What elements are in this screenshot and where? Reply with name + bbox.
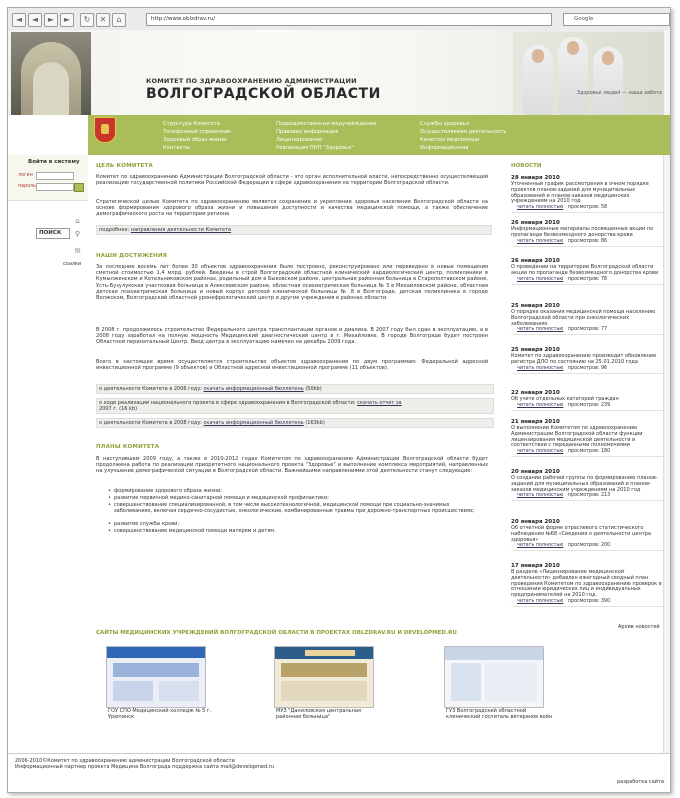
read-more-link[interactable]: читать полностью xyxy=(517,327,564,333)
menu-column-2 xyxy=(276,120,376,152)
news-date: 28 января 2010 xyxy=(511,175,560,181)
site-caption[interactable]: ГУЗ Волгоградский областной клинический госпиталь ветеранов войн xyxy=(446,708,553,720)
read-more-link[interactable]: читать полностью xyxy=(517,449,564,455)
news-item xyxy=(511,519,663,551)
views-label: просмотров: xyxy=(567,598,601,604)
views-label: просмотров: xyxy=(567,402,601,408)
site-caption[interactable]: МУЗ "Даниловская центральная районная больница" xyxy=(276,708,361,720)
views-count: 390 xyxy=(600,598,611,604)
footer xyxy=(15,758,274,770)
bulletin-2006-text: о деятельности Комитета в 2006 году: xyxy=(99,386,204,392)
menu-item[interactable]: Контакты xyxy=(163,145,190,151)
report-2007-link[interactable]: скачать отчет за xyxy=(357,400,402,406)
address-bar[interactable]: http://www.oblzdrav.ru/ xyxy=(146,13,552,26)
news-text: О выполнении Комитетом по здравоохранению Администрации Волгоградской области функции лицензирования медицинской деятельности в соответствии с переданными полномочиями xyxy=(511,425,643,449)
password-label: пароль xyxy=(18,184,36,189)
menu-item[interactable]: Правовая информация xyxy=(276,129,339,135)
news-text: Об учете отдельных категорий граждан xyxy=(511,396,619,402)
footer-partner[interactable]: Информационный партнер проекта Медицина Волгограда поддержка сайта mail@developmed.ru xyxy=(15,764,274,770)
read-more-link[interactable]: читать полностью xyxy=(517,238,564,244)
views-count: 78 xyxy=(600,276,608,282)
bulletin-2008-link[interactable]: скачать информационный бюллетень xyxy=(203,420,304,426)
news-archive-link[interactable]: Архив новостей xyxy=(618,624,660,630)
forward-arrow-icon[interactable]: ► xyxy=(60,13,74,27)
menu-item[interactable]: Службы здоровья xyxy=(420,121,469,127)
read-more-link[interactable]: читать полностью xyxy=(517,402,564,408)
coat-of-arms-icon xyxy=(94,117,116,143)
views-count: 239 xyxy=(600,402,611,408)
read-more-link[interactable]: читать полностью xyxy=(517,365,564,371)
read-more-link[interactable]: читать полностью xyxy=(517,493,564,499)
news-item xyxy=(511,175,663,213)
news-text: Информационные материалы посвященные акции по пропаганде безвозмездного донорства крови xyxy=(511,226,654,238)
header-subtitle: КОМИТЕТ ПО ЗДРАВООХРАНЕНИЮ АДМИНИСТРАЦИИ xyxy=(146,77,357,85)
views-label: просмотров: xyxy=(567,238,601,244)
links-label[interactable]: ссылки xyxy=(63,262,82,267)
read-more-link[interactable]: читать полностью xyxy=(517,543,564,549)
site-header xyxy=(8,30,670,115)
bulletin-2008-band xyxy=(96,418,494,428)
menu-column-1 xyxy=(163,120,231,152)
views-label: просмотров: xyxy=(567,543,601,549)
login-label: логин xyxy=(18,173,33,178)
news-item xyxy=(511,469,663,501)
menu-item[interactable]: Качество медпомощи xyxy=(420,137,480,143)
news-date: 26 января 2010 xyxy=(511,220,560,226)
list-item: • развитие первичной медико-санитарной помощи и медицинской профилактики; xyxy=(114,495,484,501)
news-text: О порядке оказания медицинской помощи населению Волгоградской области при онкологических заболеваниях xyxy=(511,309,656,327)
news-text: Уточненный график рассмотрения в очном порядке проектов планов-заданий для муниципальных образований и планов-заказов медицинских учреждениям на 2010 год xyxy=(511,181,649,205)
list-item: • совершенствование медицинской помощи матерям и детям. xyxy=(114,528,484,534)
views-count: 213 xyxy=(600,493,611,499)
bulletin-2008-size: (163kb) xyxy=(303,420,325,426)
bulletin-2006-size: (50kb) xyxy=(303,386,322,392)
login-submit-button[interactable] xyxy=(74,183,84,192)
menu-item[interactable]: Реализация ПНП "Здоровье" xyxy=(276,145,354,151)
views-count: 200 xyxy=(600,543,611,549)
mail-icon[interactable]: ✉ xyxy=(74,247,81,255)
goal-paragraph-2: Стратегической целью Комитета по здравоохранению является сохранение и укрепление здоровья населения Волгоградской области на основе формирования здорового образа жизни и повышения доступности и качества медицинской помощи, а также обеспечение демографического роста на территории региона xyxy=(96,199,488,218)
login-box xyxy=(8,155,88,201)
views-label: просмотров: xyxy=(567,327,601,333)
news-text: Комитет по здравоохранению производит обновление регистра ДЛО по состоянию на 25.01.2010 года xyxy=(511,353,657,365)
goal-more-prefix: подробнее: xyxy=(99,227,131,233)
list-item: • совершенствование специализированной, в том числе высокотехнологичной, медицинской помощи при социально-значимых заболеваниях, включая сердечно-сосудистые, онкологические, комбинированные травмы при дорожно-транспортных происшествиях; xyxy=(114,502,484,514)
sites-title: САЙТЫ МЕДИЦИНСКИХ УЧРЕЖДЕНИЙ ВОЛГОГРАДСКОЙ ОБЛАСТИ В ПРОЕКТАХ OBLZDRAV.RU И DEVELOPMED.RU xyxy=(96,630,457,636)
plans-title: ПЛАНЫ КОМИТЕТА xyxy=(96,444,160,450)
news-item xyxy=(511,419,663,457)
header-doctors-image xyxy=(513,32,663,115)
news-date: 20 января 2010 xyxy=(511,469,560,475)
password-input[interactable] xyxy=(36,183,74,191)
read-more-link[interactable]: читать полностью xyxy=(517,598,564,604)
news-date: 21 января 2010 xyxy=(511,419,560,425)
back-arrow-icon[interactable]: ► xyxy=(44,13,58,27)
home-icon[interactable]: ⌂ xyxy=(75,217,80,225)
views-count: 96 xyxy=(600,365,608,371)
site-thumbnail[interactable] xyxy=(444,646,544,708)
back-arrow-icon[interactable]: ◄ xyxy=(12,13,26,27)
bulletin-2008-text: о деятельности Комитета в 2008 году: xyxy=(99,420,204,426)
news-item xyxy=(511,390,663,411)
news-text: Об отчетной форме отраслевого статистического наблюдения №68 «Сведения о деятельности центра здоровья» xyxy=(511,525,651,543)
list-item: • развитие службы крови; xyxy=(114,521,484,527)
login-input[interactable] xyxy=(36,172,74,180)
views-count: 58 xyxy=(600,205,608,211)
news-date: 20 января 2010 xyxy=(511,519,560,525)
news-text: В разделе «Лицензирование медицинской деятельности» добавлен ежегодный сводный план проведения Комитетом по здравоохранению проверок в отношении юридических лиц и индивидуальных предпринимателей на 2010 год. xyxy=(511,569,662,599)
news-title: НОВОСТИ xyxy=(511,163,542,169)
menu-item[interactable]: Структура Комитета xyxy=(163,121,220,127)
news-item xyxy=(511,303,663,335)
achievements-title: НАШИ ДОСТИЖЕНИЯ xyxy=(96,253,168,259)
report-2007-band xyxy=(96,398,494,414)
report-2007-size: 2007 г. (16 kb) xyxy=(99,406,138,412)
news-date: 25 января 2010 xyxy=(511,347,560,353)
menu-item[interactable]: Лицензирование xyxy=(276,137,323,143)
read-more-link[interactable]: читать полностью xyxy=(517,276,564,282)
search-icon[interactable]: ⚲ xyxy=(74,230,81,238)
home-icon[interactable]: ⌂ xyxy=(112,13,126,27)
news-date: 26 января 2010 xyxy=(511,258,560,264)
news-date: 25 января 2010 xyxy=(511,303,560,309)
header-arch-image xyxy=(11,32,91,115)
menu-item[interactable]: Информационная xyxy=(420,145,469,151)
site-developer-link[interactable]: разработка сайта xyxy=(617,779,664,785)
forward-arrow-icon[interactable]: ◄ xyxy=(28,13,42,27)
views-count: 77 xyxy=(600,327,608,333)
read-more-link[interactable]: читать полностью xyxy=(517,205,564,211)
news-item xyxy=(511,220,663,247)
views-count: 180 xyxy=(600,449,611,455)
header-title: ВОЛГОГРАДСКОЙ ОБЛАСТИ xyxy=(146,86,381,102)
views-label: просмотров: xyxy=(567,205,601,211)
views-label: просмотров: xyxy=(567,276,601,282)
bulletin-2006-band xyxy=(96,384,494,394)
views-label: просмотров: xyxy=(567,365,601,371)
browser-toolbar xyxy=(8,8,670,31)
goal-more-link[interactable]: направления деятельности Комитета xyxy=(130,227,232,233)
plans-paragraph: В наступившем 2009 году, а также в 2010-2012 годах Комитетом по здравоохранению Администрации Волгоградской области будет продолжена работа по реализации приоритетного национального проекта "Здоровье" и выполнение комплекса мероприятий, направленных на улучшение демографической ситуации в Волгоградской области. Важнейшими направлениями этой деятельности станут следующие: xyxy=(96,456,488,475)
menu-item[interactable]: Осуществляемая деятельность xyxy=(420,129,507,135)
menu-item[interactable]: Подведомственные медучреждения xyxy=(276,121,377,127)
footer-divider xyxy=(8,753,670,754)
site-thumbnail[interactable] xyxy=(274,646,374,708)
menu-column-3 xyxy=(420,120,507,152)
header-motto: Здоровье людей — наша забота xyxy=(576,90,662,96)
views-label: просмотров: xyxy=(567,493,601,499)
news-item xyxy=(511,258,663,285)
news-date: 22 января 2010 xyxy=(511,390,560,396)
views-label: просмотров: xyxy=(567,449,601,455)
achievements-paragraph-1: За последние восемь лет более 30 объектов здравоохранения было построено, реконструировано или переведено в новые помещения сметной стоимостью 1,4 млрд. рублей. Введены в строй Волгоградский областной клинический кардиологический центр, поликлиники в Кумылженском и Котельниковском районах, родильный дом в Быковском районе, центральная районная больница в Старополтавском районе, Усть-Бузулукская участковая больница в Алексеевском районе, областная психиатрическая больница № 3 в Михайловском районе, областная детская психиатрическая больница и новый корпус детской клинической больницы № 8 в Волгограде, детская поликлиника в городе Волжском, Волгоградский областной уронефрологический центр и другие учреждения в районах области. xyxy=(96,264,488,302)
login-title: Войти в систему xyxy=(28,159,80,165)
search-input[interactable]: ПОИСК xyxy=(36,228,70,239)
menu-item[interactable]: Здоровый образ жизни xyxy=(163,137,227,143)
site-caption[interactable]: ГОУ СПО Медицинский колледж № 5 г. Урюпинск xyxy=(108,708,212,720)
achievements-paragraph-2: В 2008 г. продолжилось строительство Федерального центра трансплантации органов и диализа. В 2007 году был сдан в эксплуатацию, а в 2008 году заработал на полную мощность Медицинский диагностический центр в г. Михайловке. В городе Волгограде будет построен Областной перинатальный Центр. Ввод центра в эксплуатацию намечен на декабрь 2009 года. xyxy=(96,327,488,346)
goal-paragraph-1: Комитет по здравоохранению Администрации Волгоградской области - это орган исполнительной власти, непосредственно осуществляющий реализацию государственной политики Российской Федерации в сфере здравоохранения на территории Волгоградской области. xyxy=(96,174,488,187)
refresh-icon[interactable]: ↻ xyxy=(80,13,94,27)
goal-more-band xyxy=(96,225,492,235)
site-thumbnail[interactable] xyxy=(106,646,206,708)
left-sidebar xyxy=(8,155,88,792)
google-search-input[interactable]: Google xyxy=(563,13,670,26)
news-text: О создании рабочей группы по формированию планов-заданий для муниципальных образований и планов-заказов медицинским учреждениям на 2010 год xyxy=(511,475,658,493)
goal-title: ЦЕЛЬ КОМИТЕТА xyxy=(96,163,153,169)
list-item: • формирование здорового образа жизни; xyxy=(114,488,484,494)
menu-item[interactable]: Телефонный справочник xyxy=(163,129,232,135)
report-2007-text: о ходе реализации национального проекта в сфере здравоохранения в Волгоградской области: xyxy=(99,400,358,406)
news-text: О проведении на территории Волгоградской области акции по пропаганде безвозмездного донорства крови xyxy=(511,264,659,276)
views-count: 86 xyxy=(600,238,608,244)
bulletin-2006-link[interactable]: скачать информационный бюллетень xyxy=(203,386,304,392)
stop-icon[interactable]: ✕ xyxy=(96,13,110,27)
browser-window xyxy=(7,7,671,793)
achievements-paragraph-3: Всего в настоящее время осуществляется строительство объектов здравоохранения по двум программам: Федеральной адресной инвестиционной программе (9 объектов) и Областной адресной инвестиционной программе (11 объектов). xyxy=(96,359,488,372)
footer-copyright: 2006-2010©Комитет по здравоохранению администрации Волгоградской области xyxy=(15,758,235,764)
news-item xyxy=(511,347,663,374)
news-date: 17 января 2010 xyxy=(511,563,560,569)
news-item xyxy=(511,563,663,607)
